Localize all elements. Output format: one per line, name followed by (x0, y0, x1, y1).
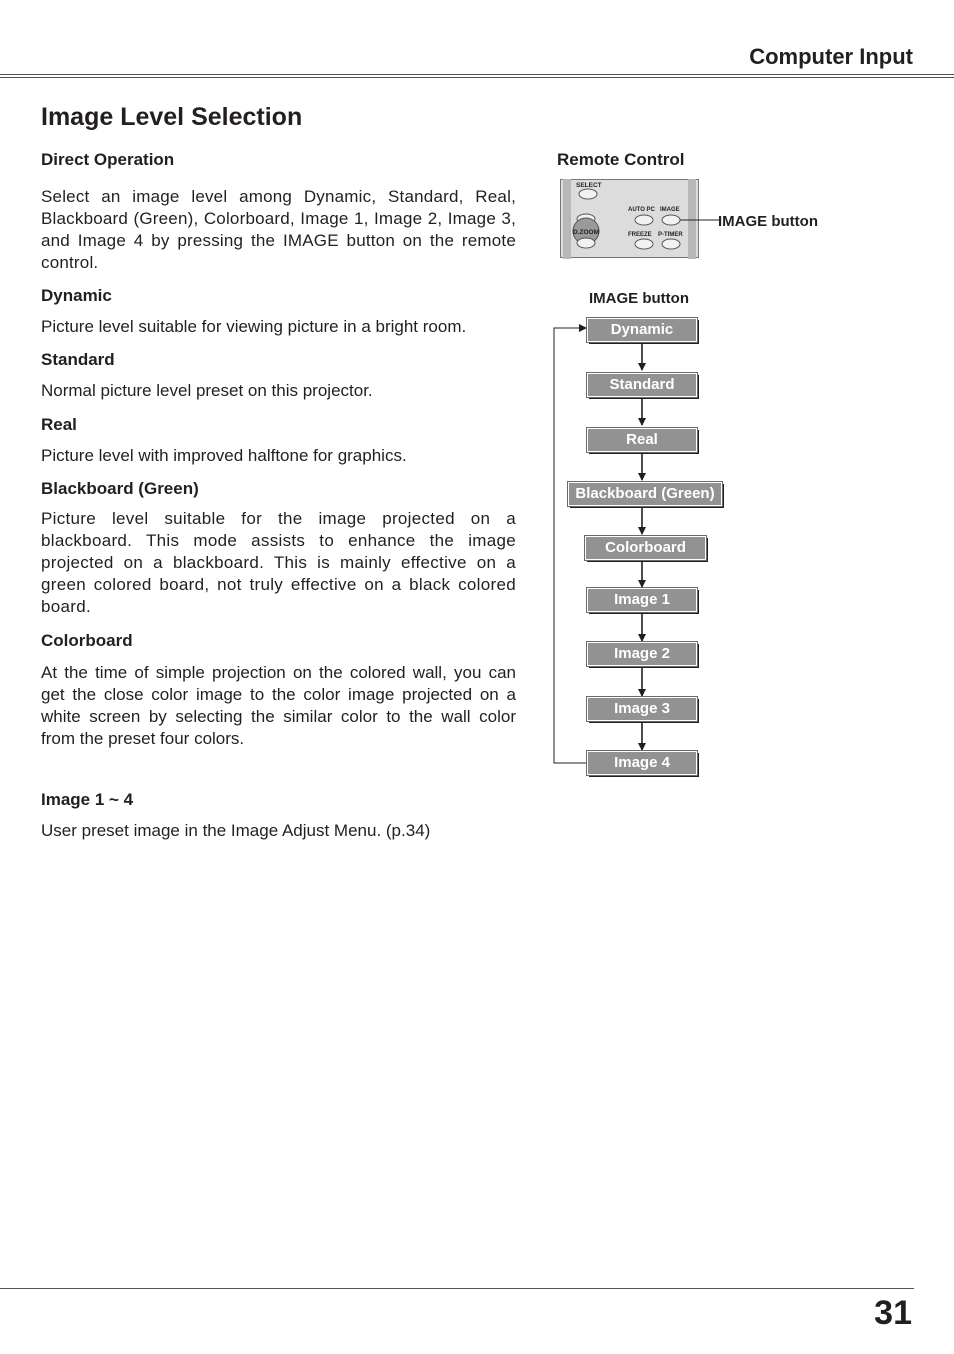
dynamic-text: Picture level suitable for viewing picture in a bright room. (41, 317, 467, 336)
blackboard-text: Picture level suitable for the image projected on a blackboard. This mode assists to enhance the image projected on a blackboard. This is mainly effective on a green colored board, not truly effective on a black colored board. (41, 509, 516, 616)
flow-step-image-1: Image 1 (587, 588, 697, 612)
standard-text: Normal picture level preset on this projector. (41, 381, 373, 400)
select-label: SELECT (576, 182, 602, 189)
image-button-callout: IMAGE button (718, 213, 818, 230)
ptimer-key (662, 239, 680, 249)
section-title: Computer Input (749, 44, 913, 69)
image-1-4-heading: Image 1 ~ 4 (41, 790, 134, 809)
remote-control-illustration (560, 179, 720, 259)
remote-control-heading: Remote Control (557, 150, 685, 169)
direct-operation-text: Select an image level among Dynamic, Standard, Real, Blackboard (Green), Colorboard, Image 1, Image 2, Image 3, and Image 4 by pressing the IMAGE button on the remote control. (41, 187, 516, 272)
freeze-key (635, 239, 653, 249)
flow-step-image-3: Image 3 (587, 697, 697, 721)
flow-step-dynamic: Dynamic (587, 318, 697, 342)
flow-title: IMAGE button (589, 290, 689, 307)
autopc-key (635, 215, 653, 225)
image-label: IMAGE (660, 207, 680, 213)
flow-step-blackboard: Blackboard (Green) (568, 482, 722, 506)
direct-operation-heading: Direct Operation (41, 150, 175, 169)
image-key (662, 215, 680, 225)
flow-step-colorboard: Colorboard (585, 536, 706, 560)
autopc-label: AUTO PC (628, 207, 655, 213)
page-title: Image Level Selection (41, 103, 303, 131)
real-text: Picture level with improved halftone for graphics. (41, 446, 407, 465)
ptimer-label: P-TIMER (658, 232, 683, 238)
colorboard-heading: Colorboard (41, 631, 133, 650)
colorboard-text: At the time of simple projection on the colored wall, you can get the close color image to the color image projected on a white screen by selecting the similar color to the wall color from the preset four colors. (41, 663, 516, 748)
select-key (579, 189, 597, 199)
dzoom-down-key (577, 238, 595, 248)
freeze-label: FREEZE (628, 232, 652, 238)
image-1-4-text: User preset image in the Image Adjust Menu. (p.34) (41, 821, 431, 840)
flow-step-standard: Standard (587, 373, 697, 397)
flow-step-image-2: Image 2 (587, 642, 697, 666)
flow-step-real: Real (587, 428, 697, 452)
dzoom-label: D.ZOOM (573, 229, 599, 236)
standard-heading: Standard (41, 350, 115, 369)
header-rule (0, 74, 954, 78)
dynamic-heading: Dynamic (41, 286, 112, 305)
flow-step-image-4: Image 4 (587, 751, 697, 775)
blackboard-heading: Blackboard (Green) (41, 479, 199, 498)
page-number: 31 (874, 1294, 912, 1332)
footer-rule (0, 1288, 914, 1289)
real-heading: Real (41, 415, 77, 434)
loop-back-line (554, 328, 586, 763)
